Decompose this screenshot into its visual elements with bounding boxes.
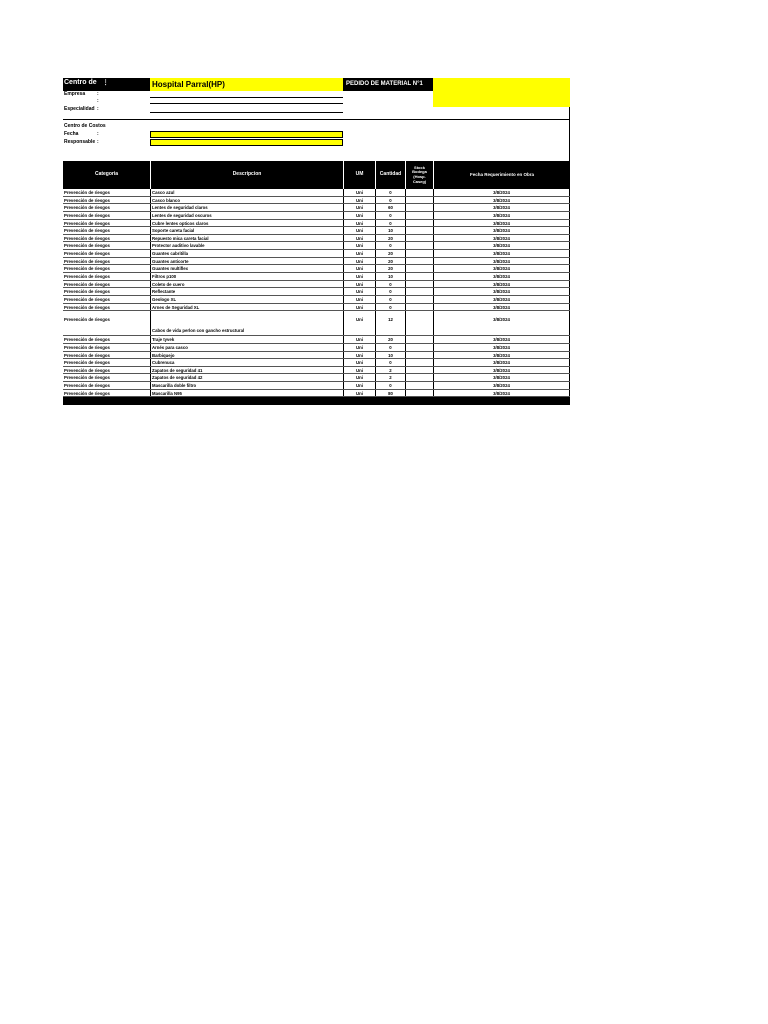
row-cantidad: 2 [375,374,405,381]
row-um: Uni [343,304,375,311]
row-stock[interactable] [405,304,433,311]
row-stock[interactable] [405,374,433,381]
row-description: Guantes multiflex [150,265,343,272]
row-cantidad: 0 [375,359,405,366]
row-category: Prevención de riesgos [64,304,110,310]
row-stock[interactable] [405,227,433,234]
row-fecha: 3/8/2024 [433,220,570,227]
table-row [63,344,570,352]
row-category: Prevención de riesgos [64,296,110,302]
row-description: Protector auditivo lavable [150,242,343,249]
row-stock[interactable] [405,390,433,397]
row-fecha: 3/8/2024 [433,265,570,272]
table-row [63,390,570,398]
row-um: Uni [343,242,375,249]
row-cantidad: 20 [375,258,405,265]
row-category: Prevención de riesgos [64,190,110,195]
row-stock[interactable] [405,212,433,219]
row-um: Uni [343,258,375,265]
row-stock[interactable] [405,296,433,303]
row-stock[interactable] [405,352,433,359]
table-row [63,304,570,312]
row-um: Uni [343,273,375,280]
col-header-cantidad: Cantidad [375,161,405,189]
row-cantidad: 10 [375,352,405,359]
row-stock[interactable] [405,258,433,265]
centro-value-field[interactable]: Hospital Parral(HP) [150,78,343,91]
row-cantidad: 0 [375,344,405,351]
row-stock[interactable] [405,235,433,242]
row-cantidad: 0 [375,189,405,196]
row-stock[interactable] [405,359,433,366]
especialidad-label: Especialidad [64,106,95,112]
row-um: Uni [343,296,375,303]
row-um: Uni [343,189,375,196]
row-description: Barbiquejo [150,352,343,359]
row-category: Prevención de riesgos [64,274,110,280]
row-cantidad: 80 [375,390,405,397]
row-um: Uni [343,204,375,211]
empresa-label: Empresa [64,91,86,97]
pedido-label: PEDIDO DE MATERIAL N°1 [346,81,423,87]
row-category: Prevención de riesgos [64,197,110,203]
row-description: Mascarilla doble filtro [150,382,343,389]
responsable-field[interactable] [150,139,343,146]
row-fecha: 3/8/2024 [433,242,570,249]
row-cantidad: 0 [375,220,405,227]
row-um: Uni [343,382,375,389]
centro-costos-label: Centro de Costos [64,123,106,129]
row-fecha: 3/8/2024 [433,344,570,351]
table-row [63,367,570,375]
table-row [63,382,570,390]
row-category: Prevención de riesgos [64,205,110,211]
row-stock[interactable] [405,344,433,351]
row-fecha: 3/8/2024 [433,273,570,280]
row-fecha: 3/8/2024 [433,204,570,211]
row-um: Uni [343,311,375,335]
row-stock[interactable] [405,189,433,196]
row-description: Lentes de seguridad claros [150,204,343,211]
row-category: Prevención de riesgos [64,281,110,287]
table-body [63,189,570,405]
centro-label: Centro de ⋮ [64,79,109,86]
row-um: Uni [343,374,375,381]
col-header-categoria: Categoria [63,161,150,189]
fecha-field[interactable] [150,131,343,138]
row-stock[interactable] [405,197,433,204]
row-description: Cabos de vida perlon con gancho estructural [150,311,343,335]
table-row [63,336,570,344]
row-cantidad: 0 [375,212,405,219]
row-description: Guantes cabritilla [150,250,343,257]
row-fecha: 3/8/2024 [433,296,570,303]
row-um: Uni [343,197,375,204]
row-um: Uni [343,250,375,257]
row-fecha: 3/8/2024 [433,288,570,295]
row-stock[interactable] [405,220,433,227]
table-row [63,296,570,304]
table-row [63,265,570,273]
row-um: Uni [343,220,375,227]
row-fecha: 3/8/2024 [433,235,570,242]
row-fecha: 3/8/2024 [433,367,570,374]
row-stock[interactable] [405,204,433,211]
table-row [63,220,570,228]
table-row [63,227,570,235]
fecha-label: Fecha [64,131,79,137]
row-fecha: 3/8/2024 [433,227,570,234]
row-description: Casco blanco [150,197,343,204]
row-um: Uni [343,390,375,397]
row-cantidad: 10 [375,273,405,280]
table-row [63,250,570,258]
row-description: Arnés para casco [150,344,343,351]
table-row [63,204,570,212]
row-description: Geologo XL [150,296,343,303]
row-fecha: 3/8/2024 [433,311,570,335]
row-um: Uni [343,367,375,374]
row-fecha: 3/8/2024 [433,382,570,389]
row-um: Uni [343,352,375,359]
row-cantidad: 60 [375,204,405,211]
row-fecha: 3/8/2024 [433,197,570,204]
row-description: Zapatos de seguridad 42 [150,374,343,381]
row-description: Filtros p100 [150,273,343,280]
section-divider [63,119,570,120]
row-fecha: 3/8/2024 [433,336,570,343]
row-description: Reflectante [150,288,343,295]
row-fecha: 3/8/2024 [433,359,570,366]
row-category: Prevención de riesgos [64,266,110,272]
row-stock[interactable] [405,281,433,288]
col-header-descripcion: Descripcion [150,161,343,189]
row-fecha: 3/8/2024 [433,390,570,397]
row-cantidad: 20 [375,235,405,242]
row-category: Prevención de riesgos [64,337,110,343]
row-um: Uni [343,281,375,288]
row-stock[interactable] [405,288,433,295]
table-row [63,281,570,289]
row-stock[interactable] [405,367,433,374]
row-um: Uni [343,212,375,219]
row-stock[interactable] [405,311,433,335]
table-row [63,273,570,281]
row-cantidad: 0 [375,304,405,311]
especialidad-field-line[interactable] [150,112,343,113]
row-stock[interactable] [405,382,433,389]
row-category: Prevención de riesgos [64,375,110,381]
row-cantidad: 20 [375,336,405,343]
row-category: Prevención de riesgos [64,390,110,396]
row-cantidad: 20 [375,250,405,257]
row-um: Uni [343,235,375,242]
table-row [63,374,570,382]
row-category: Prevención de riesgos [64,367,110,373]
fecha-colon: : [97,131,99,137]
row-stock[interactable] [405,265,433,272]
row-category: Prevención de riesgos [64,383,110,389]
row-cantidad: 0 [375,197,405,204]
row-description: Arnes de Seguridad XL [150,304,343,311]
header-right-border [569,107,570,161]
row-category: Prevención de riesgos [64,220,110,226]
row-cantidad: 0 [375,288,405,295]
row-cantidad: 10 [375,227,405,234]
row-description: Guantes anticorte [150,258,343,265]
table-row [63,359,570,367]
row-cantidad: 20 [375,265,405,272]
row-category: Prevención de riesgos [64,243,110,249]
row-um: Uni [343,344,375,351]
table-row [63,212,570,220]
row-cantidad: 0 [375,281,405,288]
row-cantidad: 12 [375,311,405,335]
row-um: Uni [343,265,375,272]
row-category: Prevención de riesgos [64,258,110,264]
row-um: Uni [343,288,375,295]
table-row [63,352,570,360]
row-description: Mascarilla N95 [150,390,343,397]
row-stock[interactable] [405,250,433,257]
row-description: Traje tyvek [150,336,343,343]
table-row [63,189,570,197]
table-footer-bar [63,397,570,405]
row-category: Prevención de riesgos [64,360,110,366]
row-um: Uni [343,359,375,366]
row-fecha: 3/8/2024 [433,352,570,359]
row-um: Uni [343,336,375,343]
col-header-fecha: Fecha Requerimiento en Obra [433,161,570,189]
row-fecha: 3/8/2024 [433,258,570,265]
row-stock[interactable] [405,336,433,343]
row-description: Casco azul [150,189,343,196]
row-description: Repuesto mica careta facial [150,235,343,242]
especialidad-colon: : [97,106,99,112]
row-description: Coleto de cuero [150,281,343,288]
responsable-colon: : [97,139,99,145]
row-fecha: 3/8/2024 [433,189,570,196]
row-cantidad: 0 [375,242,405,249]
table-row [63,311,570,336]
row-category: Prevención de riesgos [64,251,110,257]
row-cantidad: 0 [375,382,405,389]
row-fecha: 3/8/2024 [433,374,570,381]
row-stock[interactable] [405,273,433,280]
col-header-um: UM [343,161,375,189]
row-category: Prevención de riesgos [64,289,110,295]
row-stock[interactable] [405,242,433,249]
row-description: Soporte careta facial [150,227,343,234]
responsable-label: Responsable [64,139,96,145]
row-um: Uni [343,227,375,234]
empresa-field-line-2[interactable] [150,103,343,104]
pedido-number-field[interactable] [433,78,570,107]
row-fecha: 3/8/2024 [433,250,570,257]
row-description: Zapatos de seguridad 41 [150,367,343,374]
row-fecha: 3/8/2024 [433,304,570,311]
row-category: Prevención de riesgos [64,228,110,234]
row-fecha: 3/8/2024 [433,281,570,288]
empresa-colon-2: : [97,98,99,104]
col-header-stock: Stock Bodega (Hosp. Caseg) [405,161,433,189]
empresa-field-line[interactable] [150,97,343,98]
table-row [63,288,570,296]
row-category: Prevención de riesgos [64,317,110,323]
row-category: Prevención de riesgos [64,235,110,241]
table-row [63,258,570,266]
row-cantidad: 2 [375,367,405,374]
row-category: Prevención de riesgos [64,352,110,358]
row-description: Cubrenuca [150,359,343,366]
row-description: Lentes de seguridad oscuros [150,212,343,219]
row-fecha: 3/8/2024 [433,212,570,219]
row-category: Prevención de riesgos [64,212,110,218]
table-row [63,197,570,205]
table-row [63,242,570,250]
row-cantidad: 0 [375,296,405,303]
row-description: Cubre lentes opticos claros [150,220,343,227]
row-category: Prevención de riesgos [64,344,110,350]
empresa-colon: : [97,91,99,97]
table-row [63,235,570,243]
